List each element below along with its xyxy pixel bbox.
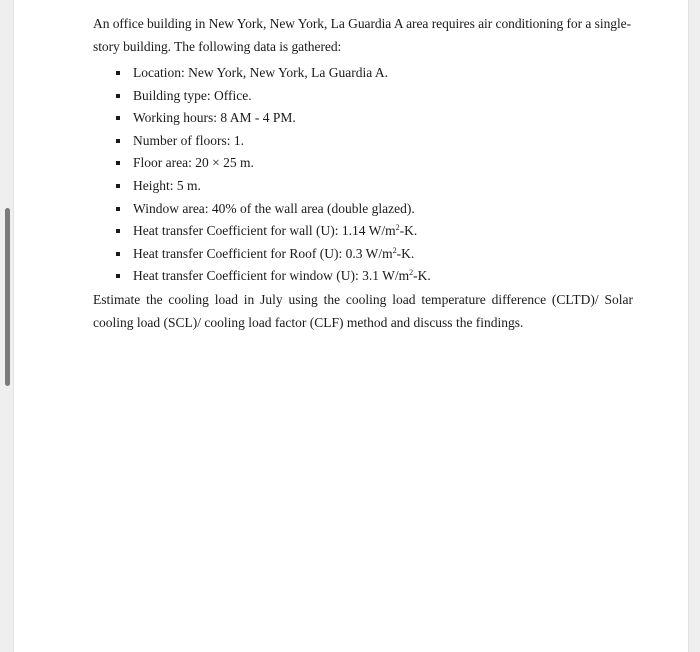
- list-item-text: Floor area: 20 × 25 m.: [133, 155, 254, 171]
- list-item-text: Number of floors: 1.: [133, 132, 244, 148]
- list-item-text: Height: 5 m.: [133, 177, 201, 193]
- intro-paragraph: An office building in New York, New York, La Guardia A area requires air conditioning for a single-story building. The following data is gathered:: [93, 16, 632, 54]
- list-item-text: Building type: Office.: [133, 87, 252, 103]
- superscript: 2: [392, 245, 397, 255]
- bullet-icon: [116, 94, 120, 98]
- superscript: 2: [409, 268, 414, 278]
- list-item: [93, 265, 633, 288]
- bullet-icon: [116, 252, 120, 256]
- vertical-scrollbar[interactable]: [5, 208, 10, 386]
- bullet-icon: [116, 184, 120, 188]
- bullet-icon: [116, 274, 120, 278]
- list-item: [93, 85, 633, 108]
- list-item: [93, 220, 633, 243]
- bullet-icon: [116, 207, 120, 211]
- data-list: [93, 62, 633, 288]
- document-page: [13, 0, 689, 652]
- u-value-unit-suffix: -K.: [399, 223, 418, 239]
- u-value-label: Heat transfer Coefficient for Roof (U): 0.3 W/m: [133, 245, 393, 261]
- u-value-unit-suffix: -K.: [413, 268, 431, 284]
- u-value-unit-suffix: -K.: [396, 245, 415, 261]
- bullet-icon: [116, 71, 120, 75]
- bullet-icon: [116, 116, 120, 120]
- list-item-text: [133, 223, 417, 238]
- bullet-icon: [116, 161, 120, 165]
- closing-paragraph: Estimate the cooling load in July using the cooling load temperature difference (CLTD)/ Solar cooling load (SCL)/ cooling load factor (CLF) method and discuss the findings.: [93, 291, 633, 330]
- list-item: [93, 62, 633, 85]
- list-item: [93, 198, 633, 221]
- u-value-label: Heat transfer Coefficient for window (U): 3.1 W/m: [133, 268, 410, 284]
- superscript: 2: [395, 223, 400, 233]
- list-item-text: [133, 268, 431, 283]
- list-item: [93, 152, 633, 175]
- list-item: [93, 243, 633, 266]
- bullet-icon: [116, 229, 120, 233]
- bullet-icon: [116, 139, 120, 143]
- list-item-text: Location: New York, New York, La Guardia A.: [133, 65, 388, 80]
- u-value-label: Heat transfer Coefficient for wall (U): 1.14 W/m: [133, 223, 396, 239]
- list-item: [93, 107, 633, 130]
- list-item: [93, 175, 633, 198]
- document-content: [93, 12, 633, 334]
- list-item-text: Working hours: 8 AM - 4 PM.: [133, 110, 296, 126]
- list-item: [93, 130, 633, 153]
- list-item-text: Window area: 40% of the wall area (double glazed).: [133, 200, 415, 216]
- list-item-text: [133, 246, 414, 261]
